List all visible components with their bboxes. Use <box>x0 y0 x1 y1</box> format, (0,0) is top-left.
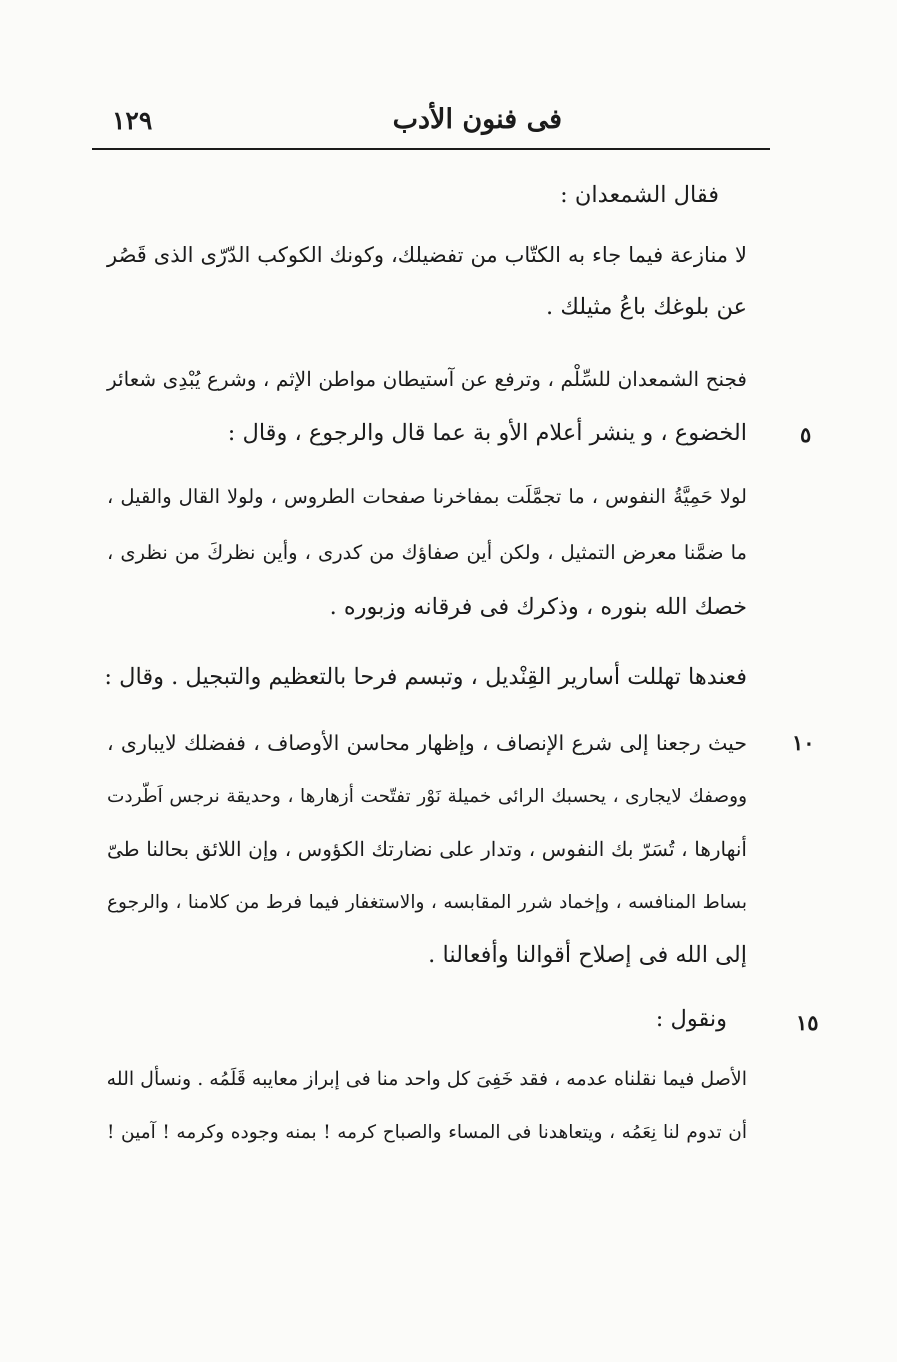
text-line: لولا حَمِيَّةُ النفوس ، ما تجمَّلَت بمفاخرنا صفحات الطروس ، ولولا القال والقيل ، <box>107 485 747 508</box>
margin-line-number: ٥ <box>800 422 812 447</box>
text-line: فعندها تهللت أسارير القِنْديل ، وتبسم فرحا بالتعظيم والتبجيل . وقال : <box>104 664 747 690</box>
text-line: الأصل فيما نقلناه عدمه ، فقد خَفِىَ كل واحد منا فى إبراز معايبه قَلَمُه . ونسأل الله <box>106 1068 747 1090</box>
text-line: أنهارها ، تُسَرّ بك النفوس ، وتدار على نضارتك الكؤوس ، وإن اللائق بحالنا طىّ <box>107 837 747 861</box>
margin-line-number: ١٥ <box>796 1010 819 1035</box>
text-line: ووصفك لايجارى ، يحسبك الرائى خميلة نَوْر تفتّحت أزهارها ، وحديقة نرجس اَطّردت <box>107 786 747 807</box>
running-title: فى فنون الأدب <box>392 104 562 135</box>
text-line: فجنح الشمعدان للسِّلْم ، وترفع عن آستيطان مواطن الإثم ، وشرع يُبْدِى شعائر <box>107 367 747 391</box>
text-line: إلى الله فى إصلاح أقوالنا وأفعالنا . <box>428 942 747 968</box>
header-rule <box>92 148 770 150</box>
text-line: فقال الشمعدان : <box>560 182 719 208</box>
text-line: خصك الله بنوره ، وذكرك فى فرقانه وزبوره . <box>329 594 747 620</box>
text-line: ما ضمَّنا معرض التمثيل ، ولكن أين صفاؤك من كدرى ، وأين نظركَ من نظرى ، <box>107 541 747 564</box>
margin-line-number: ١٠ <box>792 730 815 755</box>
text-line: عن بلوغك باعُ مثيلك . <box>546 294 747 320</box>
text-line: أن تدوم لنا نِعَمُه ، ويتعاهدنا فى المساء والصباح كرمه ! بمنه وجوده وكرمه ! آمين ! <box>107 1122 747 1143</box>
text-line: بساط المنافسه ، وإخماد شرر المقابسه ، والاستغفار فيما فرط من كلامنا ، والرجوع <box>107 892 747 913</box>
text-line: حيث رجعنا إلى شرع الإنصاف ، وإظهار محاسن الأوصاف ، ففضلك لايبارى ، <box>107 731 747 755</box>
page-header <box>92 98 770 146</box>
page-number: ١٢٩ <box>112 106 153 135</box>
text-line: الخضوع ، و ينشر أعلام الأو بة عما قال والرجوع ، وقال : <box>227 420 747 446</box>
text-line: ونقول : <box>655 1006 727 1032</box>
text-line: لا منازعة فيما جاء به الكتّاب من تفضيلك، وكونك الكوكب الدّرّى الذى قَصُر <box>107 243 747 267</box>
